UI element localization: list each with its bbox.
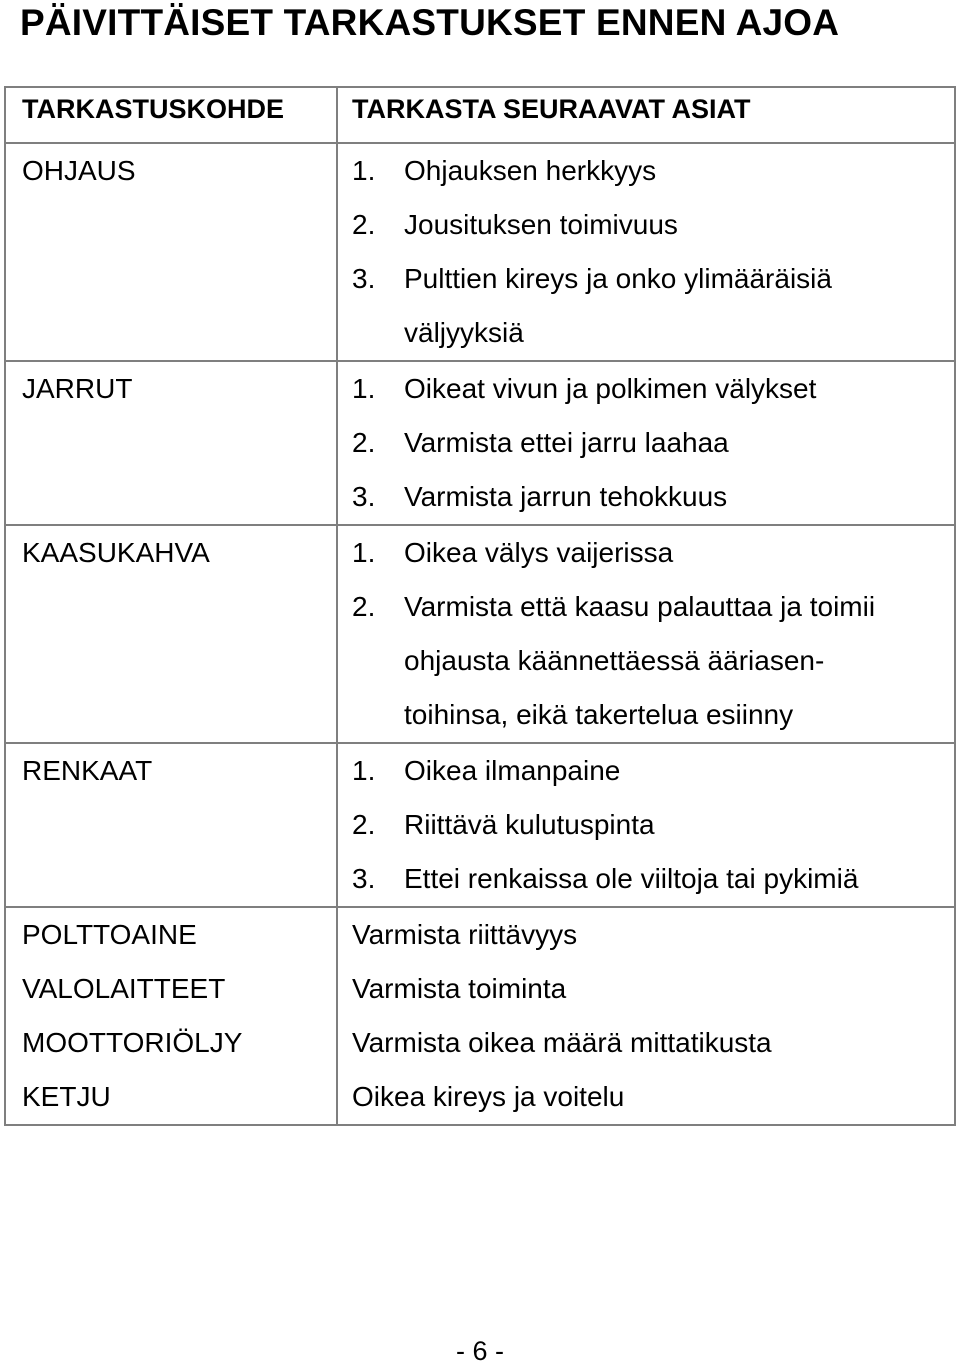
- item-text: Oikea ilmanpaine: [404, 755, 621, 786]
- inspection-target: MOOTTORIÖLJY: [5, 1016, 337, 1070]
- inspection-target: OHJAUS: [5, 143, 337, 361]
- list-item: [352, 634, 954, 688]
- inspection-target: KETJU: [5, 1070, 337, 1125]
- check-items: [337, 525, 955, 743]
- item-text: ohjausta käännettäessä ääriasen-: [404, 645, 825, 676]
- item-number: 1.: [352, 537, 376, 568]
- check-list: [352, 144, 954, 360]
- check-text: Varmista riittävyys: [352, 919, 578, 950]
- list-item: [352, 744, 954, 798]
- check-items: [337, 907, 955, 962]
- table-row: [5, 743, 955, 907]
- item-number: 3.: [352, 863, 376, 894]
- check-list: [352, 362, 954, 524]
- list-item: [352, 306, 954, 360]
- check-text: Oikea kireys ja voitelu: [352, 1081, 625, 1112]
- list-item: [352, 416, 954, 470]
- item-number: 1.: [352, 373, 376, 404]
- checklist-table: [4, 86, 956, 1126]
- table-row: [5, 525, 955, 743]
- item-text: Oikeat vivun ja polkimen välykset: [404, 373, 817, 404]
- item-number: 2.: [352, 209, 376, 240]
- list-item: [352, 688, 954, 742]
- item-text: Varmista että kaasu palauttaa ja toimii: [404, 591, 876, 622]
- header-checks: TARKASTA SEURAAVAT ASIAT: [337, 87, 955, 143]
- item-text: Varmista ettei jarru laahaa: [404, 427, 729, 458]
- item-number: [352, 688, 404, 742]
- table-row: [5, 361, 955, 525]
- page-number: - 6 -: [455, 1336, 504, 1366]
- page-title: PÄIVITTÄISET TARKASTUKSET ENNEN AJOA: [20, 2, 840, 43]
- item-number: 3.: [352, 481, 376, 512]
- check-items: [337, 1016, 955, 1070]
- table-row: [5, 143, 955, 361]
- list-item: [352, 798, 954, 852]
- table-row: [5, 1016, 955, 1070]
- item-number: 1.: [352, 755, 376, 786]
- list-item: [352, 144, 954, 198]
- check-items: [337, 1070, 955, 1125]
- list-item: [352, 362, 954, 416]
- check-items: [337, 361, 955, 525]
- item-number: 3.: [352, 263, 376, 294]
- item-number: 1.: [352, 155, 376, 186]
- item-number: [352, 634, 404, 688]
- item-text: Varmista jarrun tehokkuus: [404, 481, 728, 512]
- check-items: [337, 143, 955, 361]
- table-row: [5, 962, 955, 1016]
- check-text: Varmista toiminta: [352, 973, 567, 1004]
- item-text: Jousituksen toimivuus: [404, 209, 678, 240]
- check-list: [352, 744, 954, 906]
- table-row: [5, 1070, 955, 1125]
- check-items: [337, 743, 955, 907]
- table-header-row: [5, 87, 955, 143]
- item-text: Ohjauksen herkkyys: [404, 155, 657, 186]
- item-text: Oikea välys vaijerissa: [404, 537, 674, 568]
- list-item: [352, 852, 954, 906]
- item-text: Ettei renkaissa ole viiltoja tai pykimiä: [404, 863, 859, 894]
- list-item: [352, 252, 954, 306]
- header-target: TARKASTUSKOHDE: [5, 87, 337, 143]
- item-number: 2.: [352, 809, 376, 840]
- inspection-target: KAASUKAHVA: [5, 525, 337, 743]
- item-text: Pulttien kireys ja onko ylimääräisiä: [404, 263, 832, 294]
- inspection-target: VALOLAITTEET: [5, 962, 337, 1016]
- inspection-target: JARRUT: [5, 361, 337, 525]
- table-body: [5, 143, 955, 1125]
- item-text: väljyyksiä: [404, 317, 524, 348]
- inspection-target: RENKAAT: [5, 743, 337, 907]
- inspection-target: POLTTOAINE: [5, 907, 337, 962]
- list-item: [352, 198, 954, 252]
- check-list: [352, 526, 954, 742]
- check-text: Varmista oikea määrä mittatikusta: [352, 1027, 772, 1058]
- item-number: 2.: [352, 427, 376, 458]
- item-text: toihinsa, eikä takertelua esiinny: [404, 699, 794, 730]
- item-number: 2.: [352, 591, 376, 622]
- item-text: Riittävä kulutuspinta: [404, 809, 655, 840]
- list-item: [352, 580, 954, 634]
- table-row: [5, 907, 955, 962]
- check-items: [337, 962, 955, 1016]
- item-number: [352, 306, 404, 360]
- list-item: [352, 526, 954, 580]
- list-item: [352, 470, 954, 524]
